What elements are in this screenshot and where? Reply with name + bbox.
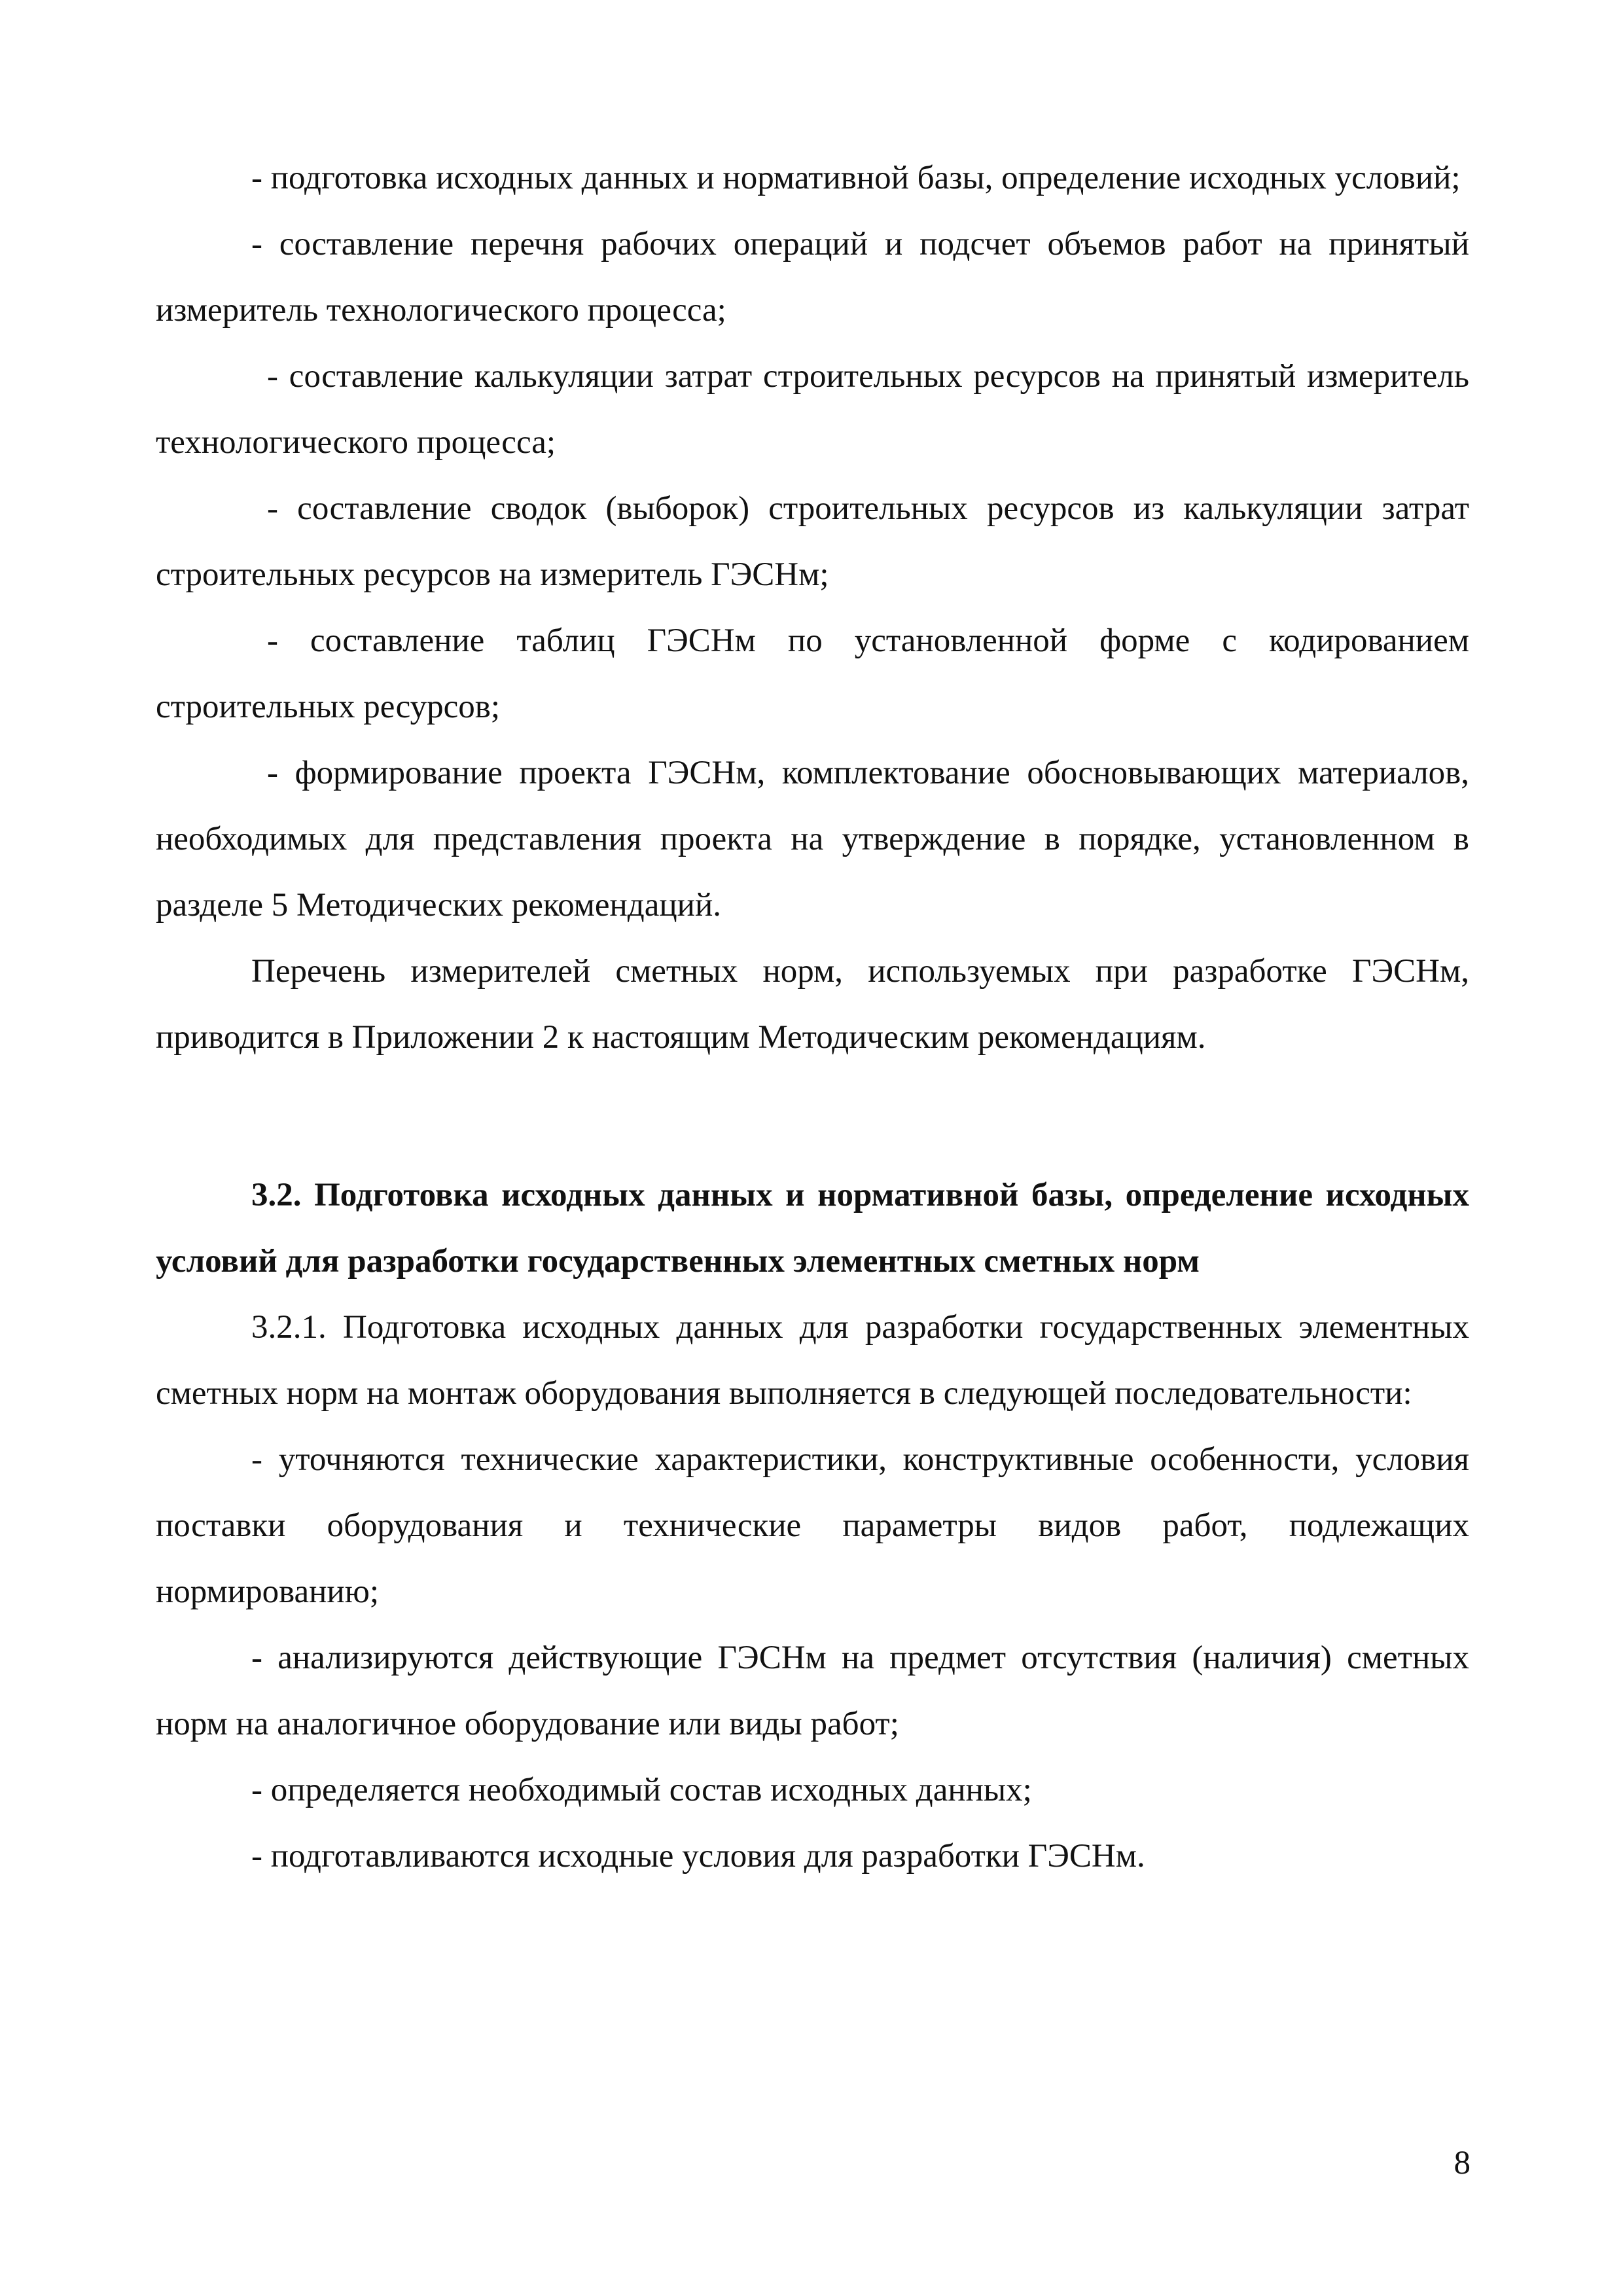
list-item: - составление перечня рабочих операций и подсчет объемов работ на принятый измеритель технологического процесса; — [156, 226, 1469, 329]
list-item: - подготавливаются исходные условия для разработки ГЭСНм. — [251, 1838, 1145, 1874]
list-item: - определяется необходимый состав исходных данных; — [251, 1772, 1032, 1808]
body-paragraph: Перечень измерителей сметных норм, используемых при разработке ГЭСНм, приводится в Приложении 2 к настоящим Методическим рекомендациям. — [156, 953, 1469, 1056]
body-paragraph: 3.2.1. Подготовка исходных данных для разработки государственных элементных сметных норм на монтаж оборудования выполняется в следующей последовательности: — [156, 1309, 1469, 1412]
list-item: - составление сводок (выборок) строительных ресурсов из калькуляции затрат строительных ресурсов на измеритель ГЭСНм; — [156, 490, 1469, 593]
list-item: - уточняются технические характеристики, конструктивные особенности, условия поставки оборудования и технические параметры видов работ, подлежащих нормированию; — [156, 1441, 1469, 1610]
list-item: - подготовка исходных данных и нормативной базы, определение исходных условий; — [251, 160, 1461, 196]
page-number: 8 — [1454, 2145, 1471, 2181]
document-page — [156, 145, 1469, 1890]
list-item: - составление калькуляции затрат строительных ресурсов на принятый измеритель технологического процесса; — [156, 358, 1469, 461]
list-item: - составление таблиц ГЭСНм по установленной форме с кодированием строительных ресурсов; — [156, 622, 1469, 725]
section-spacer — [156, 1071, 1469, 1162]
list-item: - формирование проекта ГЭСНм, комплектование обосновывающих материалов, необходимых для представления проекта на утверждение в порядке, установленном в разделе 5 Методических рекомендаций. — [156, 755, 1469, 924]
list-item: - анализируются действующие ГЭСНм на предмет отсутствия (наличия) сметных норм на аналогичное оборудование или виды работ; — [156, 1640, 1469, 1742]
section-heading: 3.2. Подготовка исходных данных и нормативной базы, определение исходных условий для разработки государственных элементных сметных норм — [156, 1177, 1469, 1280]
